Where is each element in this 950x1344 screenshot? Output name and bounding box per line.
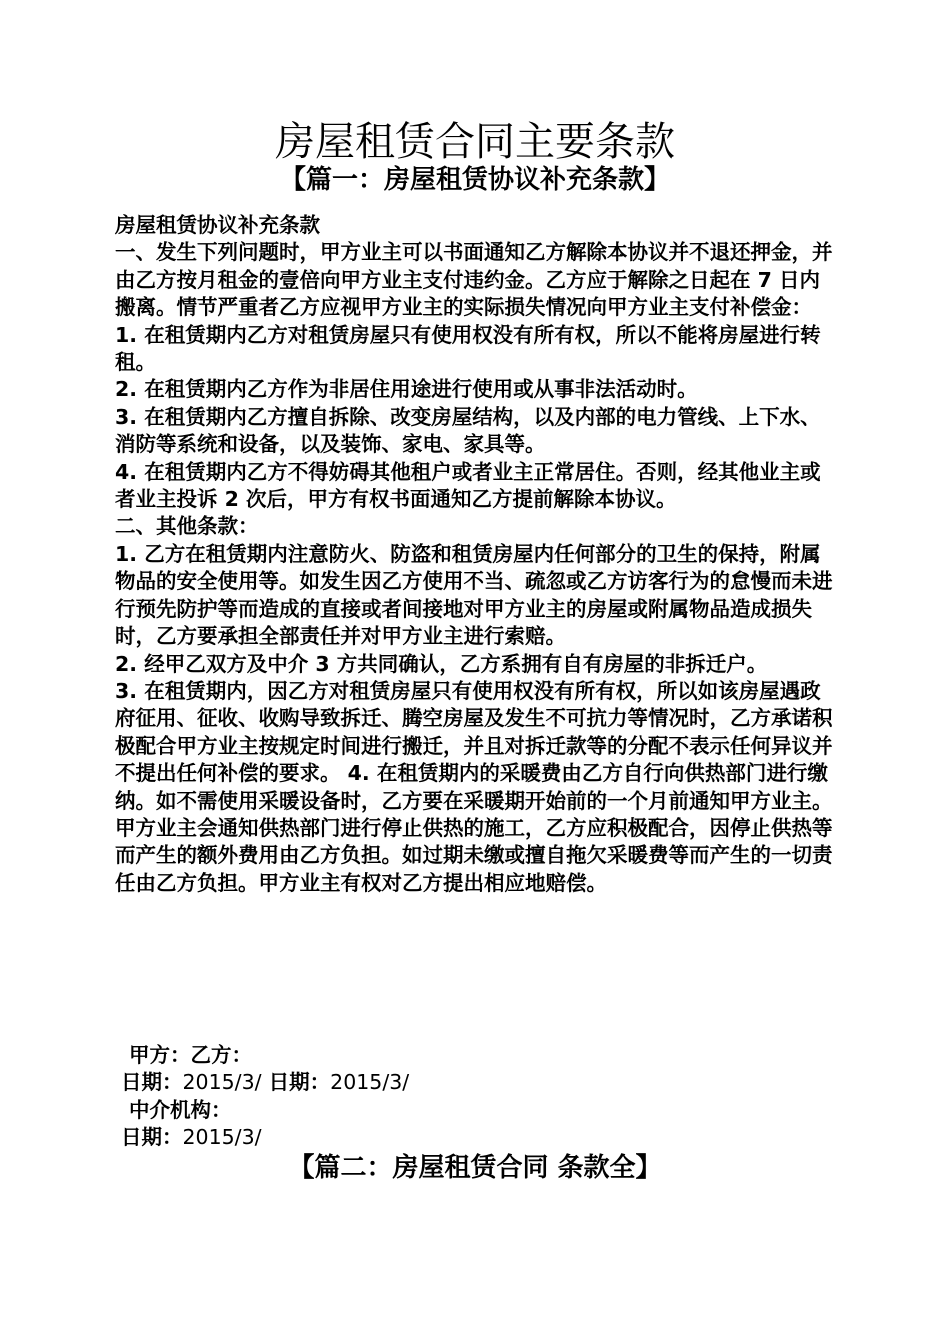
date-value: 2015/3/ <box>182 1125 262 1150</box>
part1-item: 1. 在租赁期内乙方对租赁房屋只有使用权没有所有权，所以不能将房屋进行转租。 <box>115 322 821 375</box>
date-label: 日期： <box>121 1125 183 1150</box>
agreement-heading: 房屋租赁协议补充条款 <box>115 213 320 237</box>
part1-item: 3. 在租赁期内乙方擅自拆除、改变房屋结构，以及内部的电力管线、上下水、消防等系统和设备，以及装饰、家电、家具等。 <box>115 404 821 457</box>
date-value: 2015/3/ <box>182 1070 262 1095</box>
part2-item: 1. 乙方在租赁期内注意防火、防盗和租赁房屋内任何部分的卫生的保持，附属物品的安全使用等。如发生因乙方使用不当、疏忽或乙方访客行为的怠慢而未进行预先防护等而造成的直接或者间接地对甲方业主的房屋或附属物品造成损失时，乙方要承担全部责任并对甲方业主进行索赔。 <box>115 541 833 649</box>
signature-dates <box>115 1069 840 1096</box>
date-label: 日期： <box>121 1070 183 1095</box>
signature-block <box>115 1042 840 1152</box>
part1-item: 4. 在租赁期内乙方不得妨碍其他租户或者业主正常居住。否则，经其他业主或者业主投诉 2 次后，甲方有权书面通知乙方提前解除本协议。 <box>115 459 821 512</box>
signature-agency: 中介机构： <box>129 1097 232 1122</box>
signature-agency-date <box>115 1124 840 1151</box>
signature-parties: 甲方：乙方： <box>129 1043 252 1067</box>
date-value: 2015/3/ <box>330 1070 410 1095</box>
date-label: 日期： <box>268 1070 331 1095</box>
section-heading-1: 【篇一：房屋租赁协议补充条款】 <box>279 165 670 195</box>
part2-item: 3. 在租赁期内，因乙方对租赁房屋只有使用权没有所有权，所以如该房屋遇政府征用、征收、收购导致拆迁、腾空房屋及发生不可抗力等情况时，乙方承诺积极配合甲方业主按规定时间进行搬迁，并且对拆迁款等的分配不表示任何异议并不提出任何补偿的要求。 4. 在租赁期内的采暖费由乙方自行向供热部门进行缴纳。如不需使用采暖设备时，乙方要在采暖期开始前的一个月前通知甲方业主。甲方业主会通知供热部门进行停止供热的施工，乙方应积极配合，因停止供热等而产生的额外费用由乙方负担。如过期未缴或擅自拖欠采暖费等而产生的一切责任由乙方负担。甲方业主有权对乙方提出相应地赔偿。 <box>115 678 833 895</box>
agreement-body <box>115 212 840 897</box>
document-title: 房屋租赁合同主要条款 <box>275 119 675 165</box>
part1-item: 2. 在租赁期内乙方作为非居住用途进行使用或从事非法活动时。 <box>115 377 698 402</box>
section-heading-2: 【篇二：房屋租赁合同 条款全】 <box>288 1153 662 1183</box>
part1-intro: 一、发生下列问题时，甲方业主可以书面通知乙方解除本协议并不退还押金，并由乙方按月租金的壹倍向甲方业主支付违约金。乙方应于解除之日起在 7 日内搬离。情节严重者乙方应视甲方业主的实际损失情况向甲方业主支付补偿金： <box>115 240 833 320</box>
part2-item: 2. 经甲乙双方及中介 3 方共同确认，乙方系拥有自有房屋的非拆迁户。 <box>115 651 768 676</box>
part2-heading: 二、其他条款： <box>115 514 259 539</box>
